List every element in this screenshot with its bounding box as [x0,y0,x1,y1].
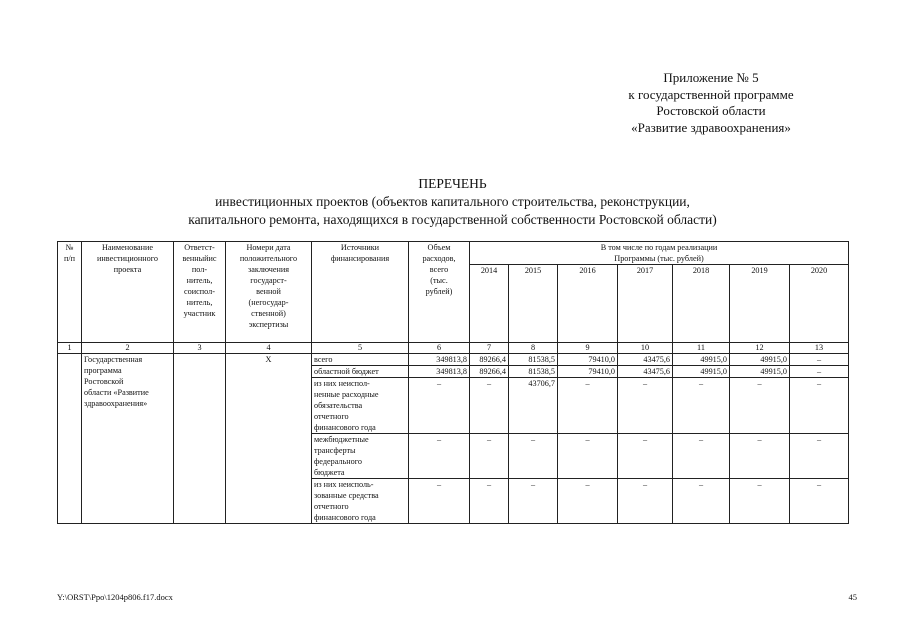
column-number: 6 [409,343,470,354]
source-text: отчетного [314,412,349,421]
project-name-line: программа [84,366,122,375]
year-cell: – [558,378,618,434]
header-row [58,242,849,265]
header-text: соиспол- [184,287,215,296]
year-cell: 43475,6 [618,366,673,378]
total-cell: – [409,479,470,524]
year-cell: – [618,378,673,434]
year-cell: – [790,354,849,366]
footer-page-number: 45 [848,592,857,602]
source-text: из них неиспол- [314,379,370,388]
year-cell: – [673,479,730,524]
header-text: Источники [340,243,380,252]
header-text: инвестиционного [97,254,158,263]
header-text: нитель, [186,276,213,285]
year-cell: – [790,479,849,524]
appendix-line: к государственной программе [628,86,794,102]
header-text: экспертизы [248,320,289,329]
source-cell [312,354,409,366]
year-cell: – [558,479,618,524]
appendix-line: Приложение № 5 [663,70,759,85]
year-cell: – [558,434,618,479]
title-heading: ПЕРЕЧЕНЬ [418,176,487,191]
project-name-line: здравоохранения» [84,399,148,408]
column-number: 7 [470,343,509,354]
year-cell: – [673,378,730,434]
source-text: федерального [314,457,362,466]
header-year: 2019 [730,265,790,343]
header-year: 2015 [509,265,558,343]
header-text: заключения [247,265,290,274]
year-cell: 43475,6 [618,354,673,366]
year-cell: – [470,479,509,524]
column-number: 10 [618,343,673,354]
header-year: 2014 [470,265,509,343]
header-text: (негосудар- [248,298,289,307]
header-text: финансирования [330,254,390,263]
year-cell: – [790,378,849,434]
column-number: 2 [82,343,174,354]
source-text: зованные средства [314,491,379,500]
source-cell [312,479,409,524]
source-text: отчетного [314,502,349,511]
source-text: всего [314,355,333,364]
year-cell: – [730,479,790,524]
year-cell: – [790,434,849,479]
header-year: 2017 [618,265,673,343]
year-cell: – [790,366,849,378]
source-text: межбюджетные [314,435,369,444]
table-row [58,354,849,366]
total-cell: 349813,8 [409,354,470,366]
header-volume [409,242,470,343]
column-number: 1 [58,343,82,354]
header-text: нитель, [186,298,213,307]
document-title [0,175,905,229]
year-cell: – [618,479,673,524]
year-cell: – [730,434,790,479]
header-text: положительного [239,254,298,263]
header-responsible [174,242,226,343]
column-number: 5 [312,343,409,354]
project-responsible [174,354,226,524]
year-cell: 49915,0 [673,354,730,366]
header-year: 2020 [790,265,849,343]
source-text: бюджета [314,468,345,477]
year-cell: 79410,0 [558,354,618,366]
project-name-line: Государственная [84,355,143,364]
header-num [58,242,82,343]
header-text: В том числе по годам реализации [600,243,718,252]
source-text: обязательства [314,401,363,410]
column-number: 8 [509,343,558,354]
appendix-block [581,70,841,136]
footer-file-path: Y:\ORST\Ppo\1204p806.f17.docx [57,592,173,602]
year-cell: 49915,0 [730,354,790,366]
header-text: п/п [63,254,76,263]
project-num [58,354,82,524]
column-number: 13 [790,343,849,354]
total-cell: – [409,434,470,479]
year-cell: 49915,0 [673,366,730,378]
header-sources [312,242,409,343]
source-text: трансферты [314,446,356,455]
header-text: всего [429,265,449,274]
year-cell: – [509,479,558,524]
year-cell: – [673,434,730,479]
header-years-group [470,242,849,265]
project-name-line: Ростовской [84,377,124,386]
header-text: пол- [191,265,208,274]
header-text: Программы (тыс. рублей) [614,254,704,263]
source-text: областной бюджет [314,367,379,376]
year-cell: 89266,4 [470,354,509,366]
header-expertise [226,242,312,343]
project-name [82,354,174,524]
appendix-line: «Развитие здравоохранения» [631,119,791,135]
header-name [82,242,174,343]
year-cell: 81538,5 [509,354,558,366]
investment-projects-table [57,241,849,524]
header-text: Номери дата [246,243,291,252]
year-cell: – [618,434,673,479]
header-text: венной [256,287,281,296]
year-cell: – [730,378,790,434]
source-text: ненные расходные [314,390,379,399]
column-number: 11 [673,343,730,354]
header-text: венныйис [182,254,217,263]
total-cell: 349813,8 [409,366,470,378]
header-text: Объем [427,243,451,252]
source-text: финансового года [314,423,376,432]
title-line: капитального ремонта, находящихся в государственной собственности Ростовской области) [188,212,717,227]
header-text: государст- [250,276,287,285]
header-text: ственной) [251,309,286,318]
year-cell: – [470,434,509,479]
column-number-row [58,343,849,354]
header-text: Ответст- [184,243,215,252]
year-cell: 49915,0 [730,366,790,378]
year-cell: – [509,434,558,479]
header-year: 2016 [558,265,618,343]
source-text: финансового года [314,513,376,522]
header-text: участник [183,309,216,318]
appendix-line: Ростовской области [656,103,766,118]
year-cell: 81538,5 [509,366,558,378]
header-text: проекта [113,265,142,274]
header-text: Наименование [101,243,153,252]
source-text: из них неисполь- [314,480,374,489]
header-text: расходов, [422,254,456,263]
year-cell: 89266,4 [470,366,509,378]
source-cell [312,378,409,434]
header-year: 2018 [673,265,730,343]
title-line: инвестиционных проектов (объектов капитального строительства, реконструкции, [215,194,690,209]
source-cell [312,366,409,378]
column-number: 4 [226,343,312,354]
year-cell: 79410,0 [558,366,618,378]
column-number: 3 [174,343,226,354]
header-text: рублей) [425,287,453,296]
header-text: (тыс. [430,276,448,285]
column-number: 12 [730,343,790,354]
year-cell: – [470,378,509,434]
column-number: 9 [558,343,618,354]
source-cell [312,434,409,479]
project-expertise: Х [226,354,312,524]
project-name-line: области «Развитие [84,388,149,397]
header-text: № [65,243,74,252]
year-cell: 43706,7 [509,378,558,434]
total-cell: – [409,378,470,434]
